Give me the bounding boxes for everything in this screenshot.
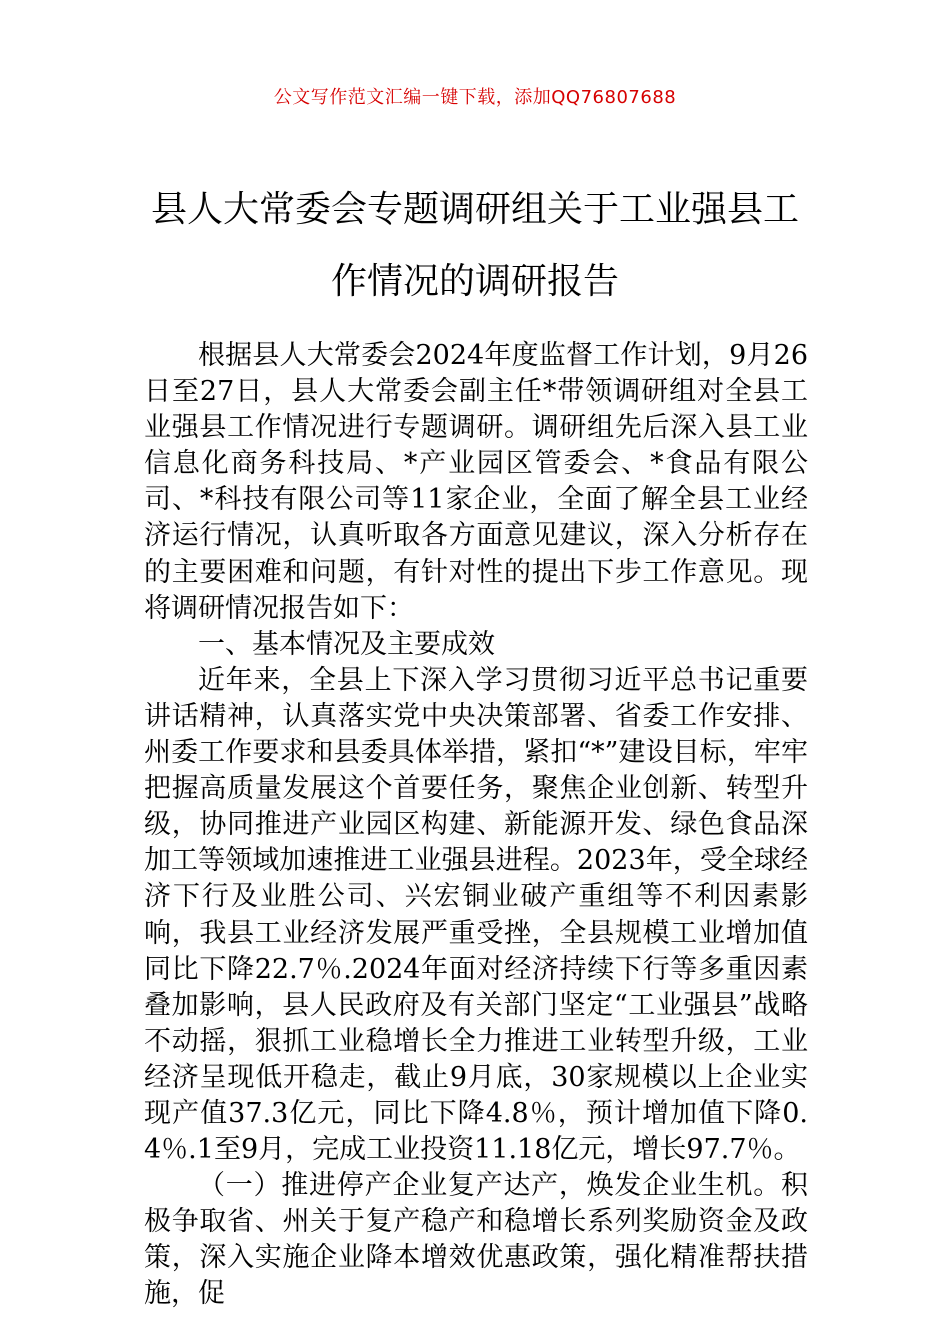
section-heading-basic-situation: 一、基本情况及主要成效: [198, 628, 495, 660]
document-body: [144, 338, 808, 1313]
intro-paragraph: 根据县人大常委会2024年度监督工作计划，9月26日至27日，县人大常委会副主任*带领调研组对全县工业强县工作情况进行专题调研。调研组先后深入县工业信息化商务科技局、*产业园区管委会、*食品有限公司、*科技有限公司等11家企业，全面了解全县工业经济运行情况，认真听取各方面意见建议，深入分析存在的主要困难和问题，有针对性的提出下步工作意见。现将调研情况报告如下：: [144, 340, 808, 624]
document-title: 县人大常委会专题调研组关于工业强县工作情况的调研报告: [150, 189, 799, 302]
subsection-paragraph-1: （一）推进停产企业复产达产，焕发企业生机。积极争取省、州关于复产稳产和稳增长系列奖励资金及政策，深入实施企业降本增效优惠政策，强化精准帮扶措施，促: [144, 1170, 808, 1310]
download-watermark: 公文写作范文汇编一键下载，添加QQ76807688: [273, 87, 677, 108]
overview-paragraph: 近年来，全县上下深入学习贯彻习近平总书记重要讲话精神，认真落实党中央决策部署、省委工作安排、州委工作要求和县委具体举措，紧扣“*”建设目标，牢牢把握高质量发展这个首要任务，聚焦企业创新、转型升级，协同推进产业园区构建、新能源开发、绿色食品深加工等领域加速推进工业强县进程。2023年，受全球经济下行及业胜公司、兴宏铜业破产重组等不利因素影响，我县工业经济发展严重受挫，全县规模工业增加值同比下降22.7％.2024年面对经济持续下行等多重因素叠加影响，县人民政府及有关部门坚定“工业强县”战略不动摇，狠抓工业稳增长全力推进工业转型升级，工业经济呈现低开稳走，截止9月底，30家规模以上企业实现产值37.3亿元，同比下降4.8％，预计增加值下降0.4％.1至9月，完成工业投资11.18亿元，增长97.7％。: [144, 664, 808, 1166]
